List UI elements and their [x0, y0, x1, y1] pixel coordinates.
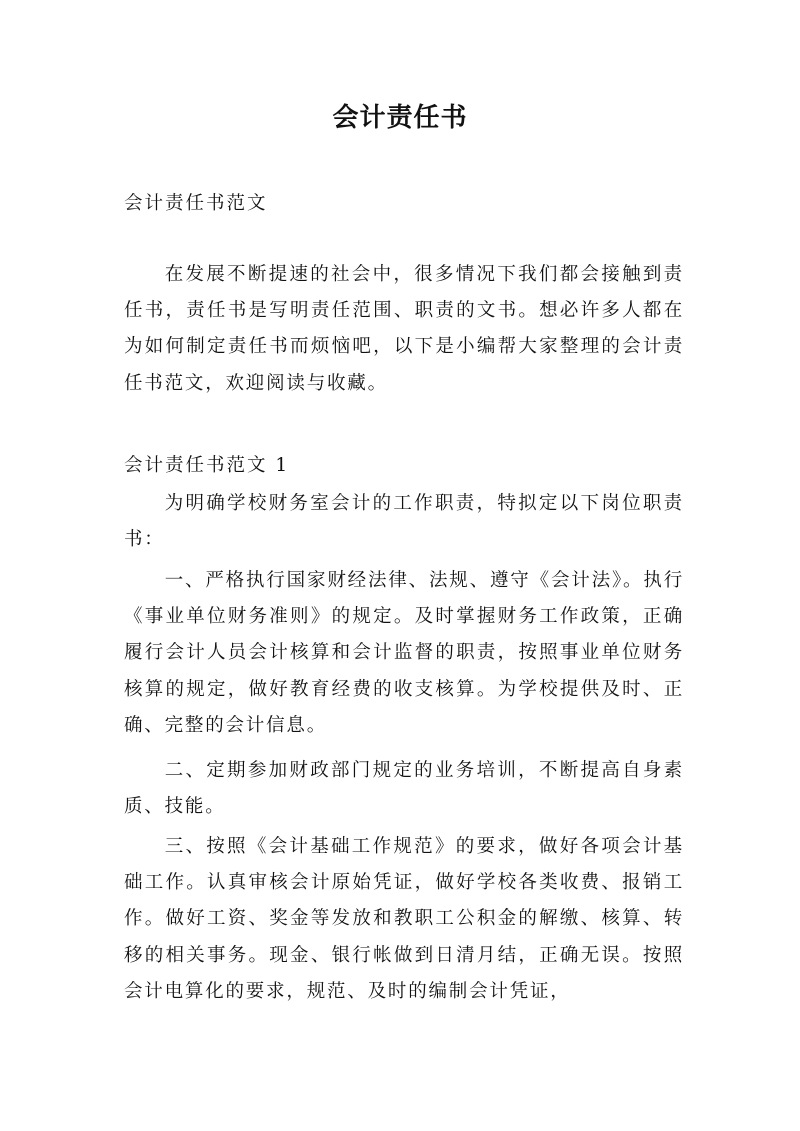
- sample-heading: 会计责任书范文 1: [124, 455, 290, 476]
- paragraph-purpose: 为明确学校财务室会计的工作职责，特拟定以下岗位职责书：: [124, 493, 684, 551]
- paragraph-item-1: 一、严格执行国家财经法律、法规、遵守《会计法》。执行《事业单位财务准则》的规定。及时掌握财务工作政策，正确履行会计人员会计核算和会计监督的职责，按照事业单位财务核算的规定，做好教育经费的收支核算。为学校提供及时、正确、完整的会计信息。: [124, 570, 684, 736]
- paragraph-item-2: 二、定期参加财政部门规定的业务培训，不断提高自身素质、技能。: [124, 760, 684, 818]
- intro-paragraph: 在发展不断提速的社会中，很多情况下我们都会接触到责任书，责任书是写明责任范围、职责的文书。想必许多人都在为如何制定责任书而烦恼吧，以下是小编帮大家整理的会计责任书范文，欢迎阅读与收藏。: [124, 264, 684, 394]
- intro-heading: 会计责任书范文: [124, 193, 268, 214]
- paragraph-item-3: 三、按照《会计基础工作规范》的要求，做好各项会计基础工作。认真审核会计原始凭证，做好学校各类收费、报销工作。做好工资、奖金等发放和教职工公积金的解缴、核算、转移的相关事务。现金、银行帐做到日清月结，正确无误。按照会计电算化的要求，规范、及时的编制会计凭证，: [124, 836, 684, 1002]
- document-title: 会计责任书: [332, 103, 468, 133]
